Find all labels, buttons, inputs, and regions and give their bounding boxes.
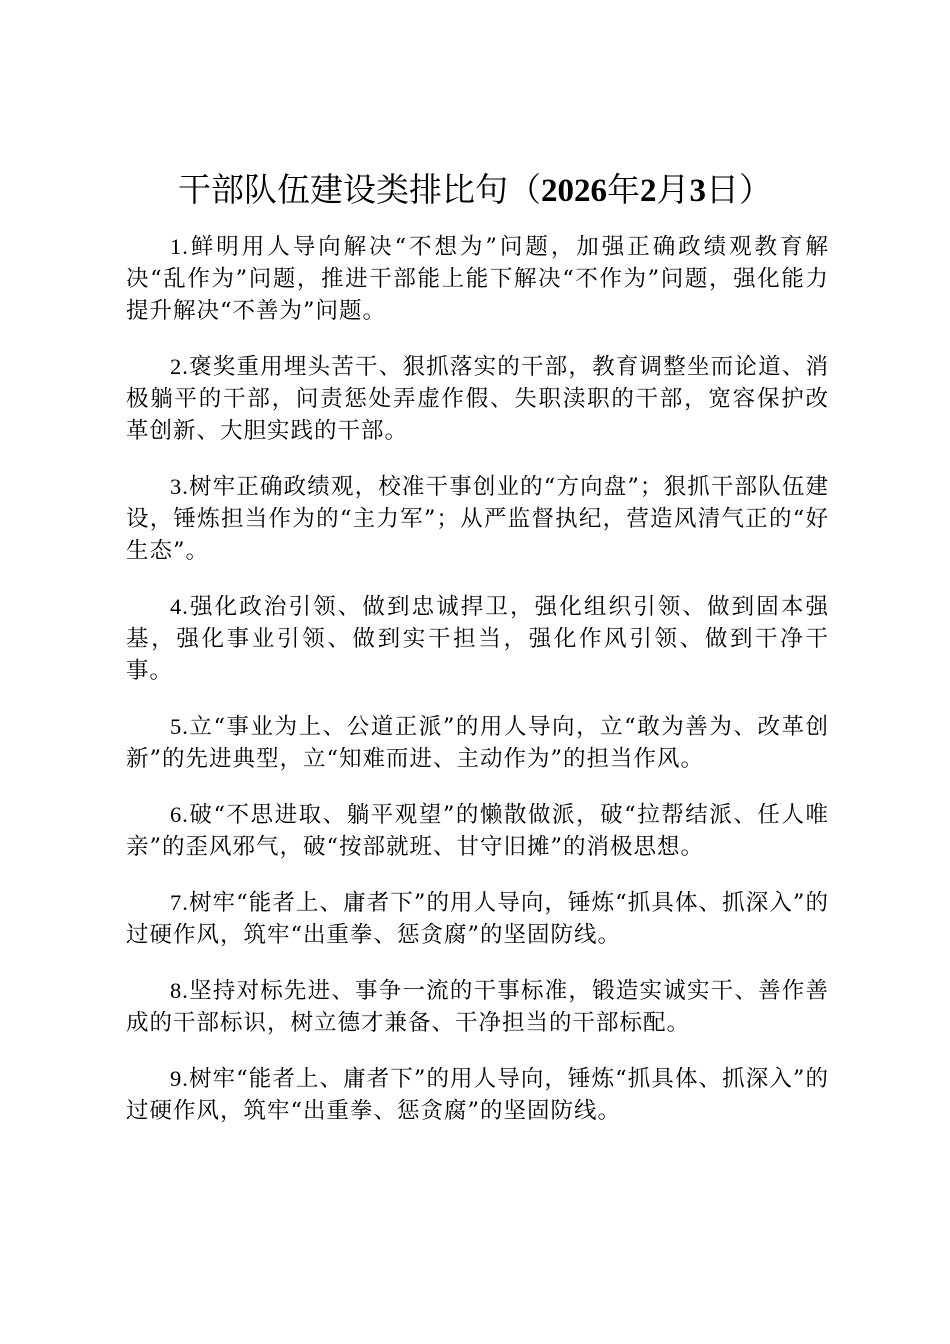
list-item [126, 591, 829, 687]
sentence-list [126, 231, 829, 1151]
item-number: 3. [170, 474, 189, 499]
item-text: 鲜明用人导向解决“不想为”问题，加强正确政绩观教育解决“乱作为”问题，推进干部能上能下解决“不作为”问题，强化能力提升解决“不善为”问题。 [126, 234, 829, 324]
title-day: 3 [689, 173, 706, 209]
item-number: 9. [170, 1066, 189, 1091]
item-text: 强化政治引领、做到忠诚捍卫，强化组织引领、做到固本强基，强化事业引领、做到实干担当，强化作风引领、做到干净干事。 [126, 594, 829, 684]
title-year-unit: 年 [607, 170, 640, 209]
title-day-unit: 日） [706, 170, 772, 209]
document-title [0, 166, 950, 215]
item-number: 7. [170, 890, 189, 915]
list-item [126, 799, 829, 863]
list-item [126, 887, 829, 951]
list-item [126, 351, 829, 447]
item-text: 树牢“能者上、庸者下”的用人导向，锤炼“抓具体、抓深入”的过硬作风，筑牢“出重拳、惩贪腐”的坚固防线。 [126, 1066, 829, 1124]
item-number: 5. [170, 714, 189, 739]
title-prefix: 干部队伍建设类排比句（ [178, 170, 541, 209]
list-item [126, 711, 829, 775]
list-item [126, 975, 829, 1039]
item-text: 树牢“能者上、庸者下”的用人导向，锤炼“抓具体、抓深入”的过硬作风，筑牢“出重拳、惩贪腐”的坚固防线。 [126, 890, 829, 948]
item-number: 1. [170, 234, 189, 259]
item-number: 4. [170, 594, 189, 619]
item-number: 8. [170, 978, 189, 1003]
list-item [126, 1063, 829, 1127]
list-item [126, 231, 829, 327]
item-text: 破“不思进取、躺平观望”的懒散做派，破“拉帮结派、任人唯亲”的歪风邪气，破“按部就班、甘守旧摊”的消极思想。 [126, 802, 829, 860]
title-year: 2026 [541, 173, 607, 209]
item-number: 2. [170, 354, 189, 379]
item-text: 褒奖重用埋头苦干、狠抓落实的干部，教育调整坐而论道、消极躺平的干部，问责惩处弄虚作假、失职渎职的干部，宽容保护改革创新、大胆实践的干部。 [126, 354, 829, 444]
title-month-unit: 月 [656, 170, 690, 209]
item-text: 坚持对标先进、事争一流的干事标准，锻造实诚实干、善作善成的干部标识，树立德才兼备、干净担当的干部标配。 [126, 978, 829, 1036]
list-item [126, 471, 829, 567]
item-text: 树牢正确政绩观，校准干事创业的“方向盘”；狠抓干部队伍建设，锤炼担当作为的“主力军”；从严监督执纪，营造风清气正的“好生态”。 [126, 474, 829, 564]
item-text: 立“事业为上、公道正派”的用人导向，立“敢为善为、改革创新”的先进典型，立“知难而进、主动作为”的担当作风。 [126, 714, 829, 772]
item-number: 6. [170, 802, 189, 827]
title-month: 2 [640, 173, 657, 209]
